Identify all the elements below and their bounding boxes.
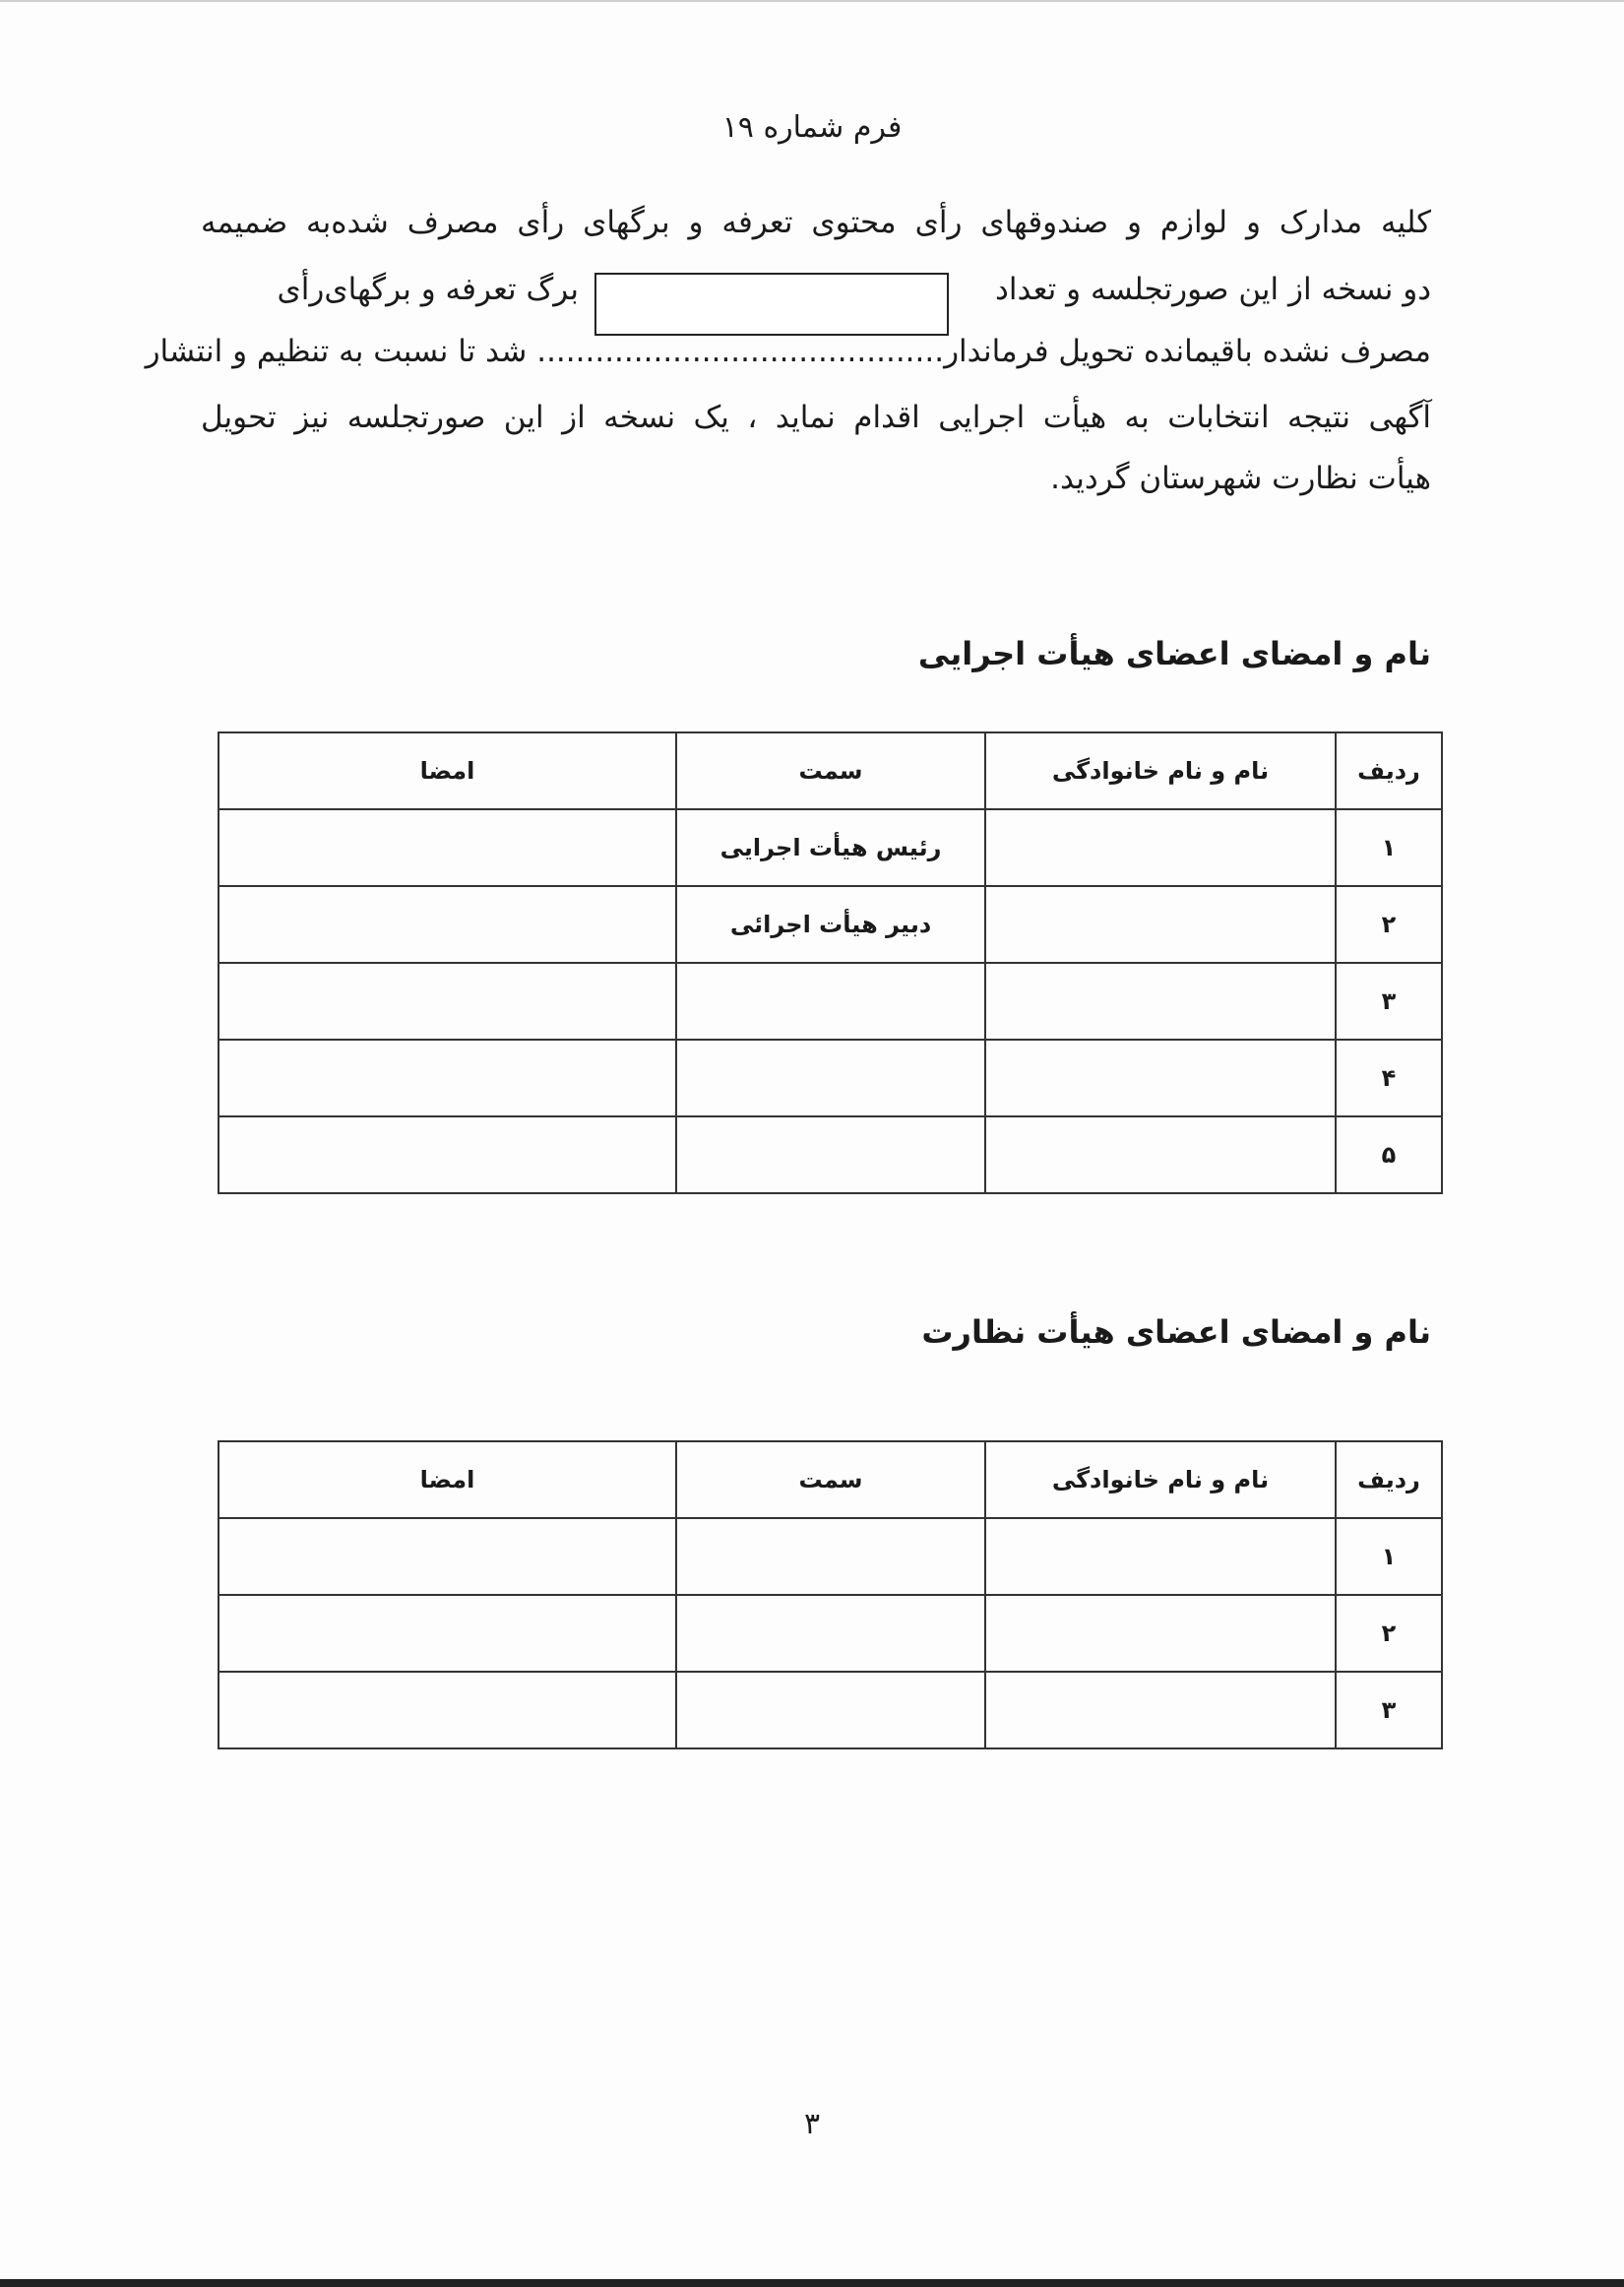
executive-table [218,731,1443,1194]
table-row [219,1672,1442,1748]
table-row [219,1040,1442,1116]
name-cell[interactable] [985,1595,1336,1672]
header-cell: ردیف [1336,732,1442,809]
header-cell: امضا [219,732,676,809]
position-cell[interactable] [676,1595,985,1672]
row-number: ۱ [1336,809,1442,886]
header-cell: نام و نام خانوادگی [985,732,1336,809]
header-cell: سمت [676,1441,985,1518]
table-row [219,886,1442,963]
ballot-count-field[interactable] [594,273,949,336]
header-cell: امضا [219,1441,676,1518]
signature-cell[interactable] [219,1116,676,1193]
scan-edge [0,2279,1624,2287]
position-cell[interactable] [676,963,985,1040]
page-number: ۳ [803,2107,821,2141]
name-cell[interactable] [985,963,1336,1040]
row-number: ۵ [1336,1116,1442,1193]
signature-cell[interactable] [219,963,676,1040]
scan-edge [0,0,1624,2]
signature-cell[interactable] [219,886,676,963]
supervision-heading: نام و امضای اعضای هیأت نظارت [921,1313,1431,1351]
signature-cell[interactable] [219,1595,676,1672]
row-number: ۲ [1336,1595,1442,1672]
table-row [219,1518,1442,1595]
row-number: ۱ [1336,1518,1442,1595]
signature-cell[interactable] [219,809,676,886]
form-title: فرم شماره ۱۹ [721,110,903,145]
name-cell[interactable] [985,1040,1336,1116]
row-number: ۳ [1336,1672,1442,1748]
paragraph-line: برگ تعرفه و برگهای‌رأی [277,272,579,307]
table-row [219,963,1442,1040]
paragraph-line: مصرف نشده باقیمانده تحویل فرماندار.......................................... شد تا نسبت به تنظیم و انتشار [145,334,1431,369]
name-cell[interactable] [985,886,1336,963]
row-number: ۳ [1336,963,1442,1040]
signature-cell[interactable] [219,1518,676,1595]
paragraph-line: آگهی نتیجه انتخابات به هیأت اجرایی اقدام نماید ، یک نسخه از این صورتجلسه نیز تحویل [201,400,1431,435]
position-cell[interactable] [676,1040,985,1116]
table-row [219,809,1442,886]
position-cell[interactable] [676,1116,985,1193]
paragraph-line: دو نسخه از این صورتجلسه و تعداد [995,272,1431,307]
table-row [219,1116,1442,1193]
position-cell: دبیر هیأت اجرائی [676,886,985,963]
table-header-row [219,732,1442,809]
paragraph-line: کلیه مدارک و لوازم و صندوقهای رأی محتوی تعرفه و برگهای رأی مصرف شده‌به ضمیمه [201,205,1431,240]
position-cell[interactable] [676,1518,985,1595]
position-cell: رئیس هیأت اجرایی [676,809,985,886]
header-cell: سمت [676,732,985,809]
signature-cell[interactable] [219,1672,676,1748]
name-cell[interactable] [985,809,1336,886]
signature-cell[interactable] [219,1040,676,1116]
position-cell[interactable] [676,1672,985,1748]
row-number: ۴ [1336,1040,1442,1116]
header-cell: ردیف [1336,1441,1442,1518]
row-number: ۲ [1336,886,1442,963]
paragraph-line: هیأت نظارت شهرستان گردید. [1050,461,1431,496]
name-cell[interactable] [985,1518,1336,1595]
executive-heading: نام و امضای اعضای هیأت اجرایی [917,635,1431,672]
table-row [219,1595,1442,1672]
table-header-row [219,1441,1442,1518]
supervision-table [218,1440,1443,1749]
header-cell: نام و نام خانوادگی [985,1441,1336,1518]
name-cell[interactable] [985,1116,1336,1193]
name-cell[interactable] [985,1672,1336,1748]
